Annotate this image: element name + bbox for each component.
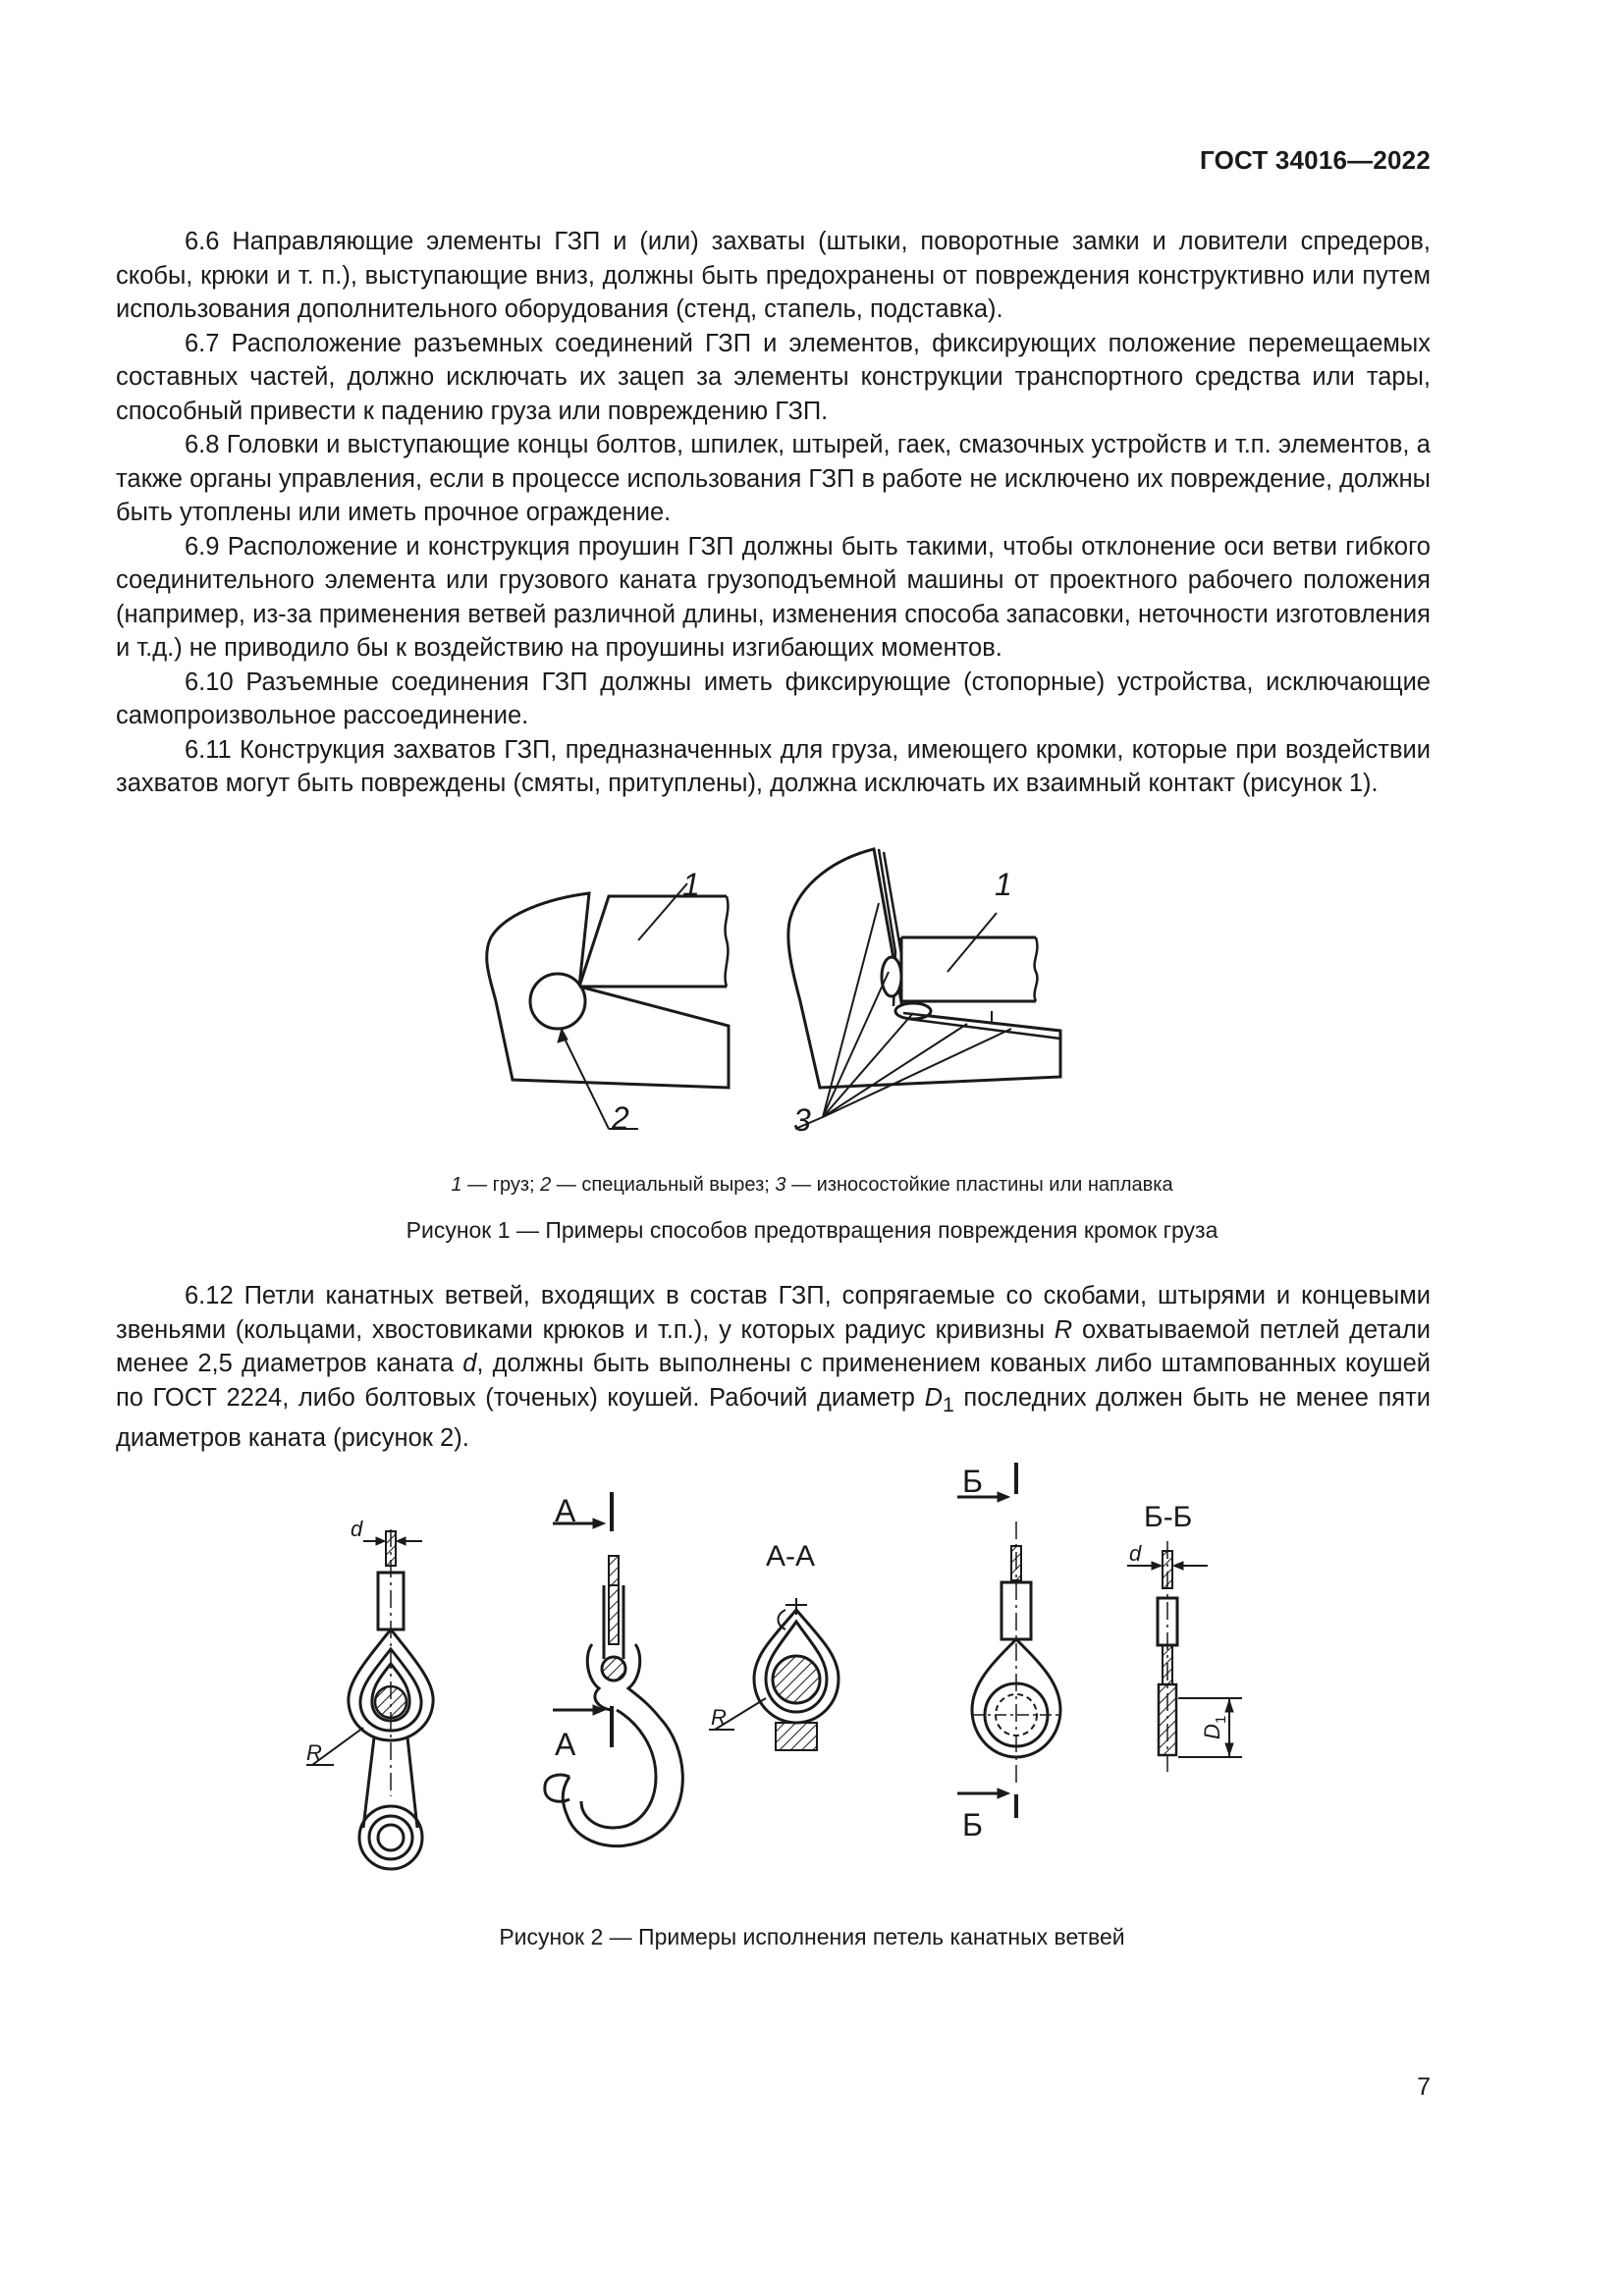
- thimble-loop-view-b: [957, 1463, 1060, 1818]
- fig2-section-a-top: А: [555, 1493, 576, 1528]
- clamp-left-body-shape: [487, 893, 729, 1088]
- section-b-b-view: [1127, 1541, 1242, 1777]
- figure-2-drawing: [0, 1463, 1624, 1895]
- figure-1-drawing: [0, 844, 1624, 1158]
- paragraph-6-7: 6.7 Расположение разъемных соединений ГЗП и элементов, фиксирующих положение перемещаемых составных частей, должно исключать их зацеп за элементы конструкции транспортного средства или тары, способный привести к падению груза или повреждению ГЗП.: [116, 329, 1431, 425]
- symbol-D: D: [924, 1383, 943, 1412]
- fig2-d-label-left: d: [351, 1517, 363, 1541]
- fig2-R-label-left: R: [306, 1740, 322, 1765]
- paragraph-6-9: 6.9 Расположение и конструкция проушин ГЗП должны быть такими, чтобы отклонение оси ветви гибкого соединительного элемента или грузового каната грузоподъемной машины от проектного рабочего положения (например, из-за применения ветвей различной длины, изменения способа запасовки, неточности изготовления и т.д.) не приводило бы к воздействию на проушины изгибающих моментов.: [116, 532, 1431, 662]
- symbol-d: d: [462, 1350, 477, 1377]
- body-text-2: [116, 1279, 1431, 1456]
- figure-1-label-1-right: 1: [995, 867, 1012, 902]
- paragraph-6-10: 6.10 Разъемные соединения ГЗП должны иметь фиксирующие (стопорные) устройства, исключающие самопроизвольное рассоединение.: [116, 667, 1431, 729]
- svg-text:1: 1: [1213, 1715, 1229, 1724]
- legend-num-1: 1: [451, 1174, 462, 1196]
- figure-1-caption: Рисунок 1 — Примеры способов предотвращения повреждения кромок груза: [406, 1217, 1218, 1243]
- fig2-section-b-bottom: Б: [962, 1807, 983, 1842]
- figure-1-label-3: 3: [793, 1102, 811, 1138]
- fig2-section-aa-title: А-А: [766, 1540, 816, 1573]
- fig2-d-label-right: d: [1129, 1541, 1142, 1566]
- figure-1-label-1-left: 1: [682, 867, 700, 902]
- special-cutout-shape: [530, 974, 585, 1029]
- load-left-top-edge: [579, 896, 727, 987]
- fig2-section-bb-title: Б-Б: [1144, 1501, 1193, 1533]
- loop-on-hook-view: [545, 1492, 683, 1846]
- paragraph-6-12: 6.12 Петли канатных ветвей, входящих в состав ГЗП, сопрягаемые со скобами, штырями и концевыми звеньями (кольцами, хвостовиками крюков и т.п.), у которых радиус кривизны R охватываемой петлей детали менее 2,5 диаметров каната d, должны быть выполнены с применением кованых либо штампованных коушей по ГОСТ 2224, либо болтовых (точеных) коушей. Рабочий диаметр $D_1$ последних должен быть не менее пяти диаметров каната (рисунок 2).: [116, 1282, 1431, 1453]
- symbol-R: R: [1054, 1315, 1073, 1344]
- legend-text-1: — груз;: [461, 1174, 541, 1196]
- figure-1-label-2: 2: [612, 1100, 629, 1136]
- fig2-section-a-bottom: А: [555, 1727, 576, 1762]
- figure-2-caption: Рисунок 2 — Примеры исполнения петель канатных ветвей: [499, 1924, 1125, 1949]
- paragraph-6-11: 6.11 Конструкция захватов ГЗП, предназначенных для груза, имеющего кромки, которые при воздействии захватов могут быть повреждены (смяты, притуплены), должна исключать их взаимный контакт (рисунок 1).: [116, 735, 1431, 797]
- wear-plate-ellipse-shape: [882, 957, 901, 996]
- figure-1: [0, 844, 1624, 1158]
- figure-2: [0, 1463, 1624, 1895]
- legend-text-2: — специальный вырез;: [551, 1174, 776, 1196]
- legend-num-3: 3: [775, 1174, 786, 1196]
- legend-num-2: 2: [540, 1174, 552, 1196]
- fig2-D1-label: [1200, 1716, 1229, 1739]
- paragraph-6-6: 6.6 Направляющие элементы ГЗП и (или) захваты (штыки, поворотные замки и ловители спредеров, скобы, крюки и т. п.), выступающие вниз, должны быть предохранены от повреждения конструктивно или путем использования дополнительного оборудования (стенд, стапель, подставка).: [116, 228, 1431, 323]
- fig2-R-label-right: R: [711, 1705, 727, 1730]
- legend-text-3: — износостойкие пластины или наплавка: [785, 1174, 1173, 1196]
- page-number: 7: [1417, 2073, 1431, 2101]
- body-text: [116, 225, 1431, 801]
- paragraph-6-8: 6.8 Головки и выступающие концы болтов, шпилек, штырей, гаек, смазочных устройств и т.п. элементов, а также органы управления, если в процессе использования ГЗП в работе не исключено их повреждение, должны быть утоплены или иметь прочное ограждение.: [116, 431, 1431, 526]
- document-number: ГОСТ 34016—2022: [1200, 145, 1431, 175]
- loop-with-link-view: [306, 1529, 433, 1869]
- fig2-section-b-top: Б: [962, 1464, 983, 1499]
- figure-1-legend: [0, 1174, 1624, 1197]
- section-a-a-view: [709, 1598, 839, 1750]
- load-left-break-line: [726, 896, 729, 987]
- svg-text:D: D: [1200, 1724, 1224, 1739]
